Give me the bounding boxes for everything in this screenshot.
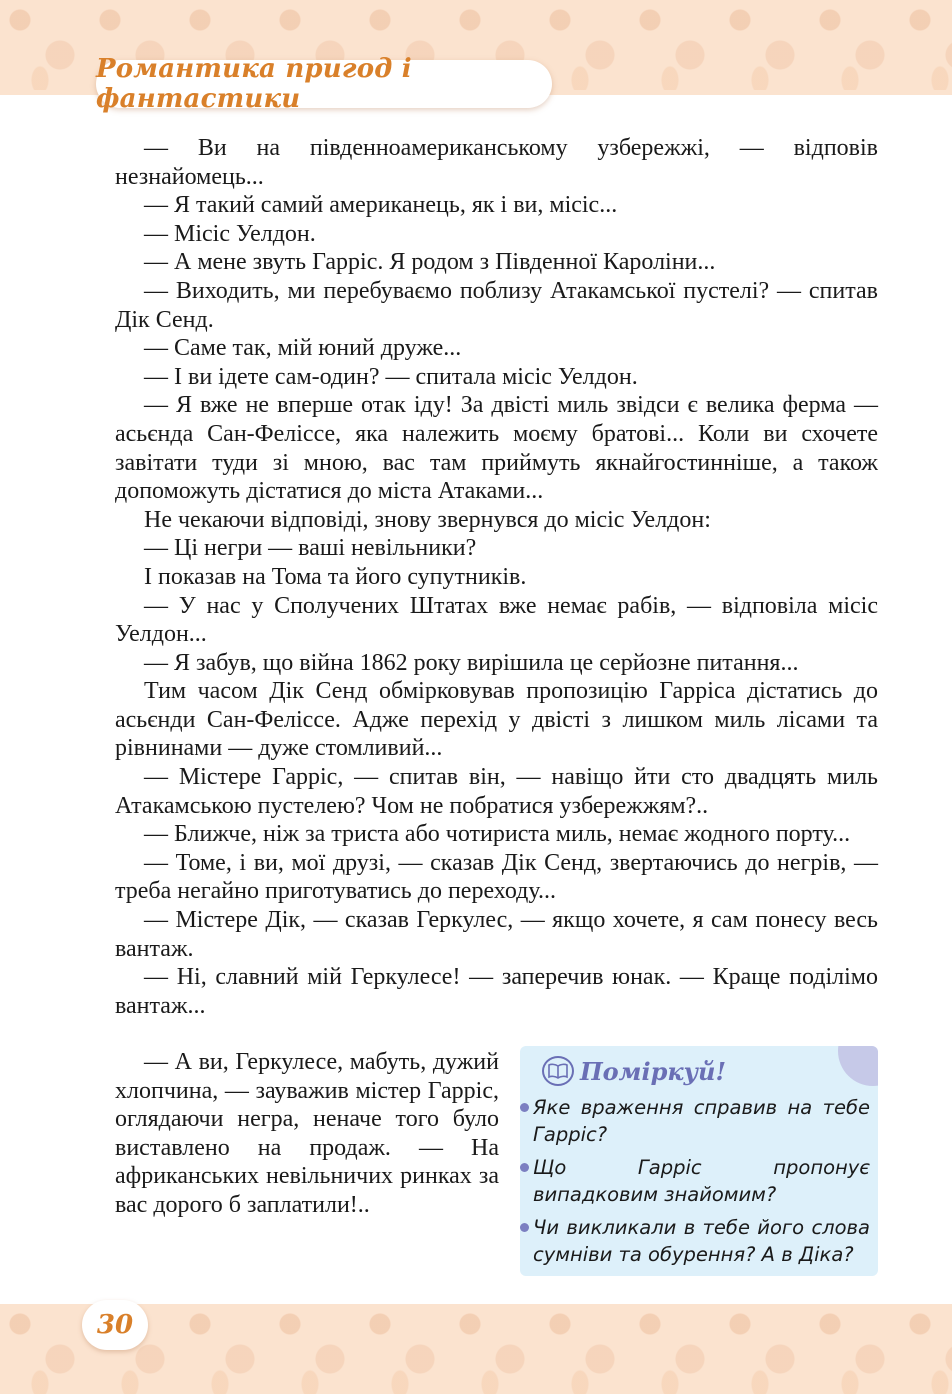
think-header — [542, 1056, 726, 1086]
paragraph: І показав на Тома та його супутників. — [144, 563, 527, 590]
paragraph: — Саме так, мій юний друже... — [144, 335, 462, 362]
paragraph: — Ближче, ніж за триста або чотириста миль, немає жодного порту... — [144, 821, 851, 848]
bullet-icon — [520, 1163, 529, 1172]
page-number: 30 — [96, 1310, 134, 1340]
question-text: Чи викликали в тебе його слова сумніви та обурення? А в Діка? — [533, 1216, 870, 1266]
book-icon — [542, 1056, 574, 1086]
question-item — [520, 1094, 870, 1148]
paragraph: — А ви, Геркулесе, мабуть, дужий хлопчина, — зауважив містер Гарріс, оглядаючи негра, неначе того було виставлено на продаж. — На африканських невільничих ринках за вас дорого б заплатили!.. — [115, 1049, 499, 1218]
main-text — [115, 134, 878, 1020]
paragraph: — Ці негри — ваші невільники? — [144, 535, 477, 562]
paragraph: — Я забув, що війна 1862 року вирішила це серйозне питання... — [144, 649, 799, 676]
page-badge — [82, 1300, 148, 1350]
question-item — [520, 1214, 870, 1268]
paragraph: — Я такий самий американець, як і ви, місіс... — [144, 192, 618, 219]
bullet-icon — [520, 1223, 529, 1232]
paragraph: — А мене звуть Гарріс. Я родом з Південної Кароліни... — [144, 249, 716, 276]
question-text: Яке враження справив на тебе Гарріс? — [533, 1096, 870, 1146]
question-text: Що Гарріс пропонує випадковим знайомим? — [533, 1156, 870, 1206]
chapter-title: Романтика пригод і фантастики — [96, 54, 412, 114]
paragraph: — Місіс Уелдон. — [144, 220, 316, 247]
think-title: Поміркуй! — [580, 1056, 726, 1086]
paragraph: Не чекаючи відповіді, знову звернувся до місіс Уелдон: — [144, 506, 711, 533]
question-item — [520, 1154, 870, 1208]
paragraph: — Ви на південноамериканському узбережжі, — відповів незнайомець... — [115, 135, 878, 190]
think-box — [520, 1046, 878, 1276]
paragraph: — Я вже не вперше отак іду! За двісті миль звідси є велика ферма — асьєнда Сан-Феліссе, яка належить моєму братові... Коли ви схочете завітати туди зі мною, вас там приймуть якнайгостинніше, а також допоможуть дістатися до міста Атаками... — [115, 392, 878, 505]
paragraph: — Містере Гарріс, — спитав він, — навіщо йти сто двадцять миль Атакамською пустелею? Чом не побратися узбережжям?.. — [115, 764, 878, 819]
paragraph: — Томе, і ви, мої друзі, — сказав Дік Сенд, звертаючись до негрів, — треба негайно приготуватись до переходу... — [115, 849, 878, 905]
bullet-icon — [520, 1103, 529, 1112]
paragraph: — Ні, славний мій Геркулесе! — заперечив юнак. — Краще поділімо вантаж... — [115, 964, 878, 1019]
corner-decoration — [838, 1046, 878, 1086]
paragraph: — Містере Дік, — сказав Геркулес, — якщо хочете, я сам понесу весь вантаж. — [115, 907, 878, 962]
paragraph: Тим часом Дік Сенд обмірковував пропозицію Гарріса дістатись до асьєнди Сан-Феліссе. Адже перехід у двісті з лишком миль лісами та рівнинами — дуже стомливий... — [115, 678, 878, 762]
question-list — [520, 1094, 870, 1274]
side-text — [115, 1048, 499, 1220]
paragraph: — У нас у Сполучених Штатах вже немає рабів, — відповіла місіс Уелдон... — [115, 592, 878, 648]
paragraph: — Виходить, ми перебуваємо поблизу Атакамської пустелі? — спитав Дік Сенд. — [115, 277, 878, 333]
paragraph: — І ви ідете сам-один? — спитала місіс Уелдон. — [144, 363, 638, 390]
chapter-banner — [96, 54, 552, 114]
